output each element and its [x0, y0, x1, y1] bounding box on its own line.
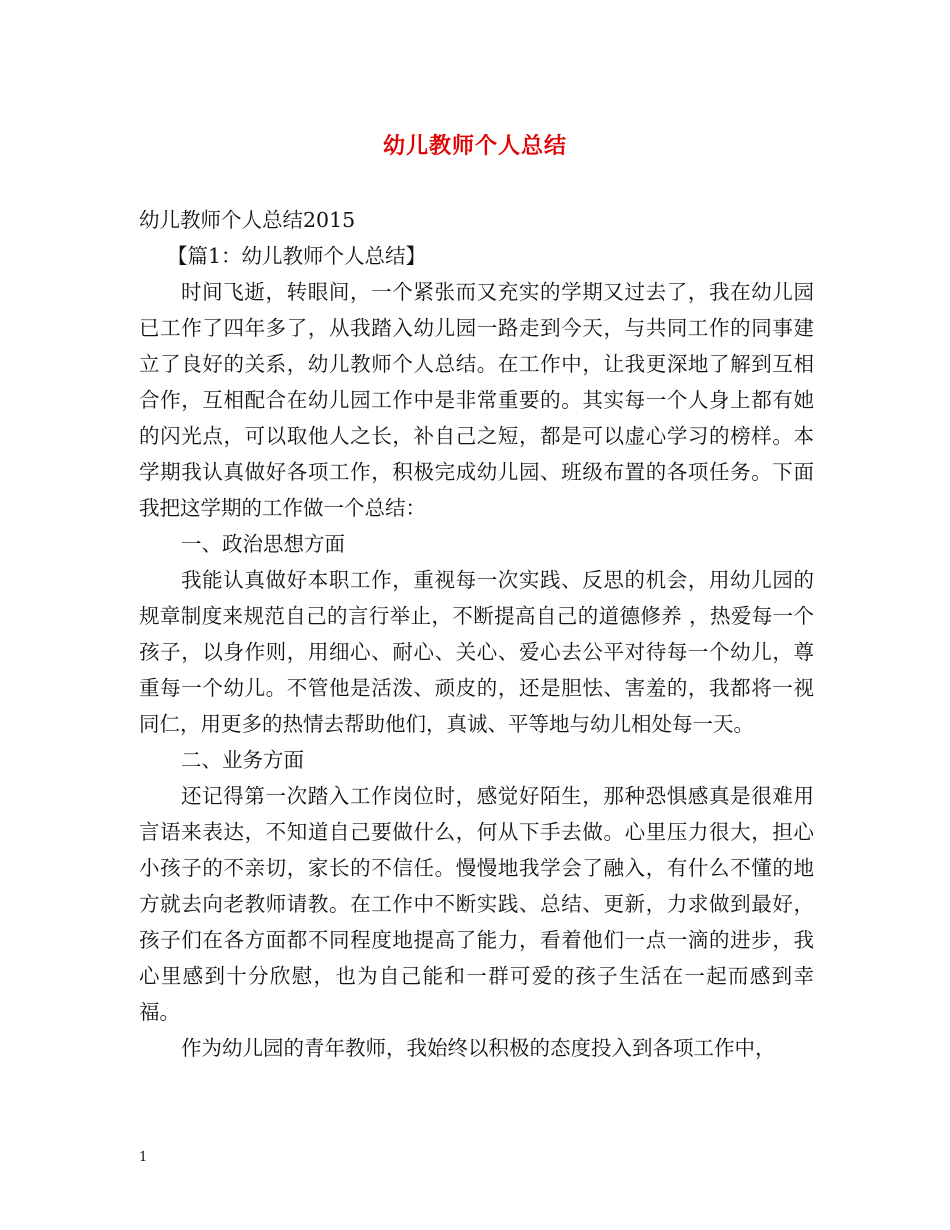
page-number: 1: [139, 1150, 148, 1165]
section-label: 【篇1：幼儿教师个人总结】: [167, 244, 427, 268]
paragraph: 作为幼儿园的青年教师，我始终以积极的态度投入到各项工作中，: [181, 1036, 776, 1060]
section-heading: 二、业务方面: [181, 748, 304, 772]
paragraph: 时间飞逝，转眼间，一个紧张而又充实的学期又过去了，我在幼儿园已工作了四年多了，从我踏入幼儿园一路走到今天，与共同工作的同事建立了良好的关系，幼儿教师个人总结。在工作中，让我更深地了解到互相合作，互相配合在幼儿园工作中是非常重要的。其实每一个人身上都有她的闪光点，可以取他人之长，补自己之短，都是可以虚心学习的榜样。本学期我认真做好各项工作，积极完成幼儿园、班级布置的各项任务。下面我把这学期的工作做一个总结：: [139, 280, 814, 520]
document-body: [139, 202, 814, 1066]
section-heading: 一、政治思想方面: [181, 532, 345, 556]
paragraph: 还记得第一次踏入工作岗位时，感觉好陌生，那种恐惧感真是很难用言语来表达，不知道自己要做什么，何从下手去做。心里压力很大，担心小孩子的不亲切，家长的不信任。慢慢地我学会了融入，有什么不懂的地方就去向老教师请教。在工作中不断实践、总结、更新，力求做到最好，孩子们在各方面都不同程度地提高了能力，看着他们一点一滴的进步，我心里感到十分欣慰，也为自己能和一群可爱的孩子生活在一起而感到幸福。: [139, 784, 814, 1024]
paragraph: 我能认真做好本职工作，重视每一次实践、反思的机会，用幼儿园的规章制度来规范自己的言行举止，不断提高自己的道德修养 ，热爱每一个孩子，以身作则，用细心、耐心、关心、爱心去公平对待每一个幼儿，尊重每一个幼儿。不管他是活泼、顽皮的，还是胆怯、害羞的，我都将一视同仁，用更多的热情去帮助他们，真诚、平等地与幼儿相处每一天。: [139, 568, 814, 736]
document-subtitle: 幼儿教师个人总结2015: [139, 208, 356, 232]
document-title: 幼儿教师个人总结: [382, 133, 567, 159]
